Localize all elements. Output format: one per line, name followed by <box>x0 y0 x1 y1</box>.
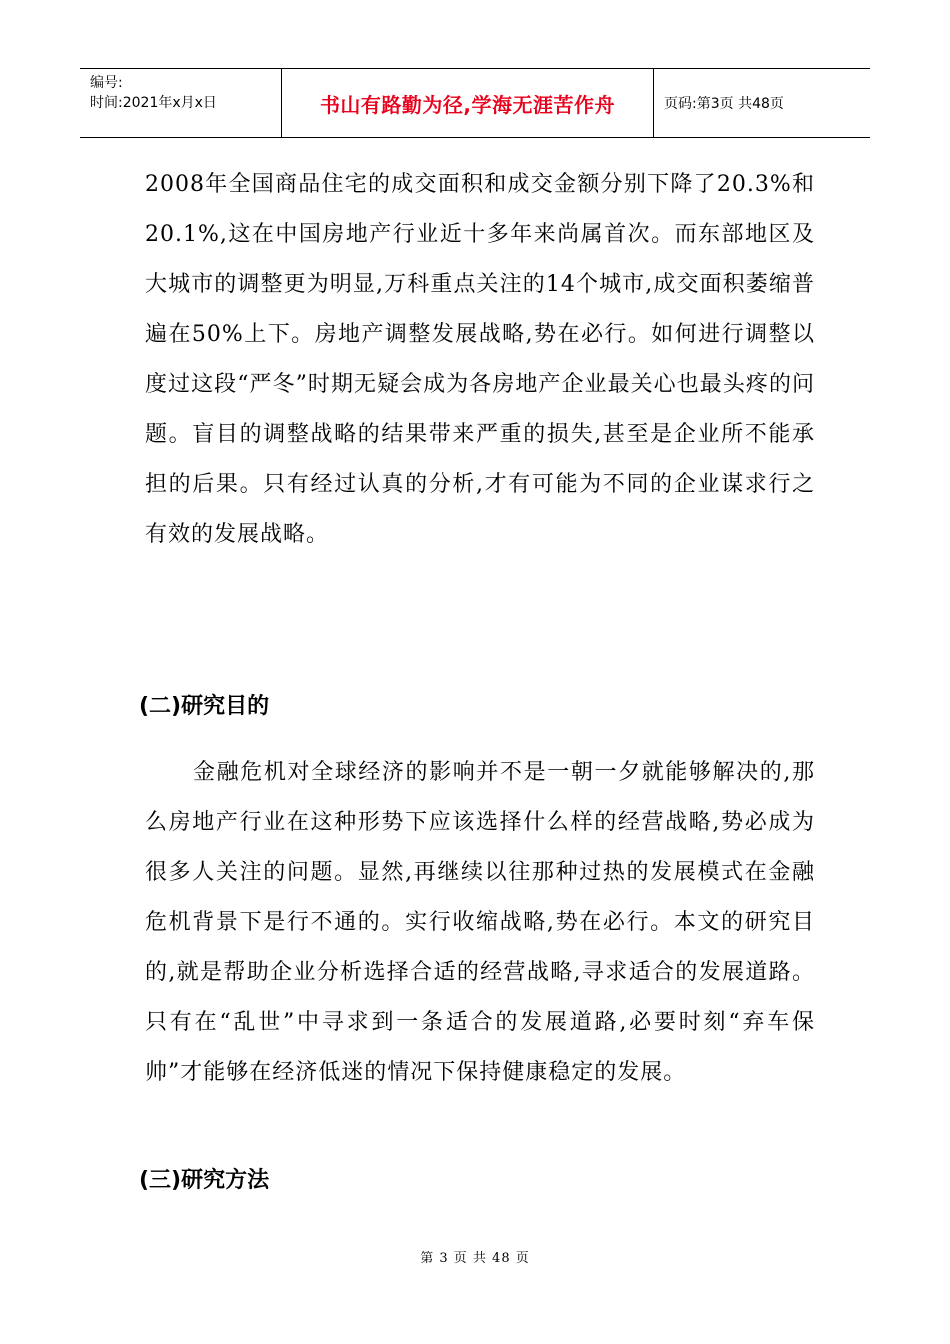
header-meta <box>80 69 282 137</box>
header-motto: 书山有路勤为径,学海无涯苦作舟 <box>282 69 654 137</box>
document-number-label: 编号: <box>90 75 123 91</box>
body-paragraph-2: 金融危机对全球经济的影响并不是一朝一夕就能够解决的,那么房地产行业在这种形势下应该选择什么样的经营战略,势必成为很多人关注的问题。显然,再继续以往那种过热的发展模式在金融危机背景下是行不通的。实行收缩战略,势在必行。本文的研究目的,就是帮助企业分析选择合适的经营战略,寻求适合的发展道路。只有在“乱世”中寻求到一条适合的发展道路,必要时刻“弃车保帅”才能够在经济低迷的情况下保持健康稳定的发展。 <box>145 760 815 1085</box>
body-paragraph-1: 2008年全国商品住宅的成交面积和成交金额分别下降了20.3%和20.1%,这在中国房地产行业近十多年来尚属首次。而东部地区及大城市的调整更为明显,万科重点关注的14个城市,成交面积萎缩普遍在50%上下。房地产调整发展战略,势在必行。如何进行调整以度过这段“严冬”时期无疑会成为各房地产企业最关心也最头疼的问题。盲目的调整战略的结果带来严重的损失,甚至是企业所不能承担的后果。只有经过认真的分析,才有可能为不同的企业谋求行之有效的发展战略。 <box>145 172 815 547</box>
page-header <box>80 68 870 138</box>
page-footer: 第 3 页 共 48 页 <box>420 1251 530 1266</box>
section-heading-research-purpose: (二)研究目的 <box>139 694 270 719</box>
header-page-number: 页码:第3页 共48页 <box>664 96 784 112</box>
section-heading-research-method: (三)研究方法 <box>139 1168 270 1193</box>
document-date-label: 时间:2021年x月x日 <box>90 95 217 111</box>
document-body <box>139 160 815 1193</box>
